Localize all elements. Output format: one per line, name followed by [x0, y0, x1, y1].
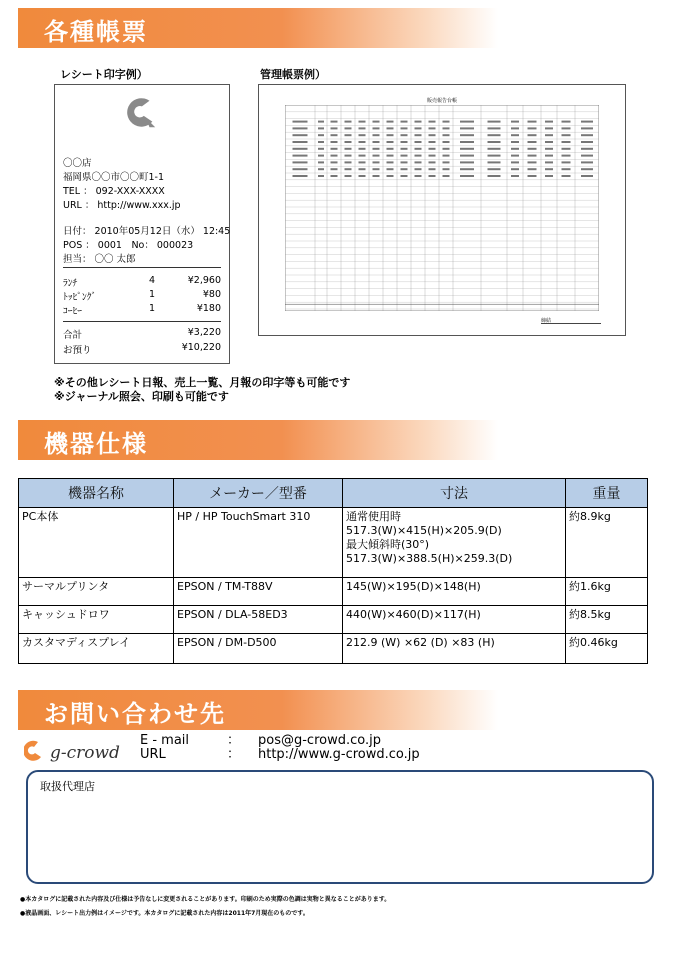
item-name: ﾄｯﾋﾟﾝｸﾞ: [63, 292, 97, 303]
receipt-url: URL ： http://www.xxx.jp: [63, 200, 181, 211]
dims-line: 最大傾斜時(30°): [346, 538, 430, 551]
cell-name: サーマルプリンタ: [19, 578, 174, 606]
ledger-label: 管理帳票例）: [260, 68, 326, 81]
section-banner-forms: [18, 8, 498, 48]
section-title-forms: 各種帳票: [44, 18, 148, 46]
cell-weight: 約0.46kg: [566, 634, 648, 664]
ledger-title: 販売報告台帳: [426, 98, 457, 104]
cell-model: HP / HP TouchSmart 310: [174, 508, 343, 578]
cell-dims: 440(W)×460(D)×117(H): [343, 606, 566, 634]
deposit-label: お預り: [63, 345, 92, 356]
ledger-grid-image: [285, 105, 599, 311]
table-header-row: [19, 479, 648, 508]
email-label: E - mail: [140, 733, 190, 748]
table-row: [19, 578, 648, 606]
cell-weight: 約8.5kg: [566, 606, 648, 634]
column-header: 機器名称: [19, 479, 174, 508]
url-colon: ：: [227, 747, 241, 762]
table-row: [19, 606, 648, 634]
cell-dims: [343, 508, 566, 578]
table-row: [19, 634, 648, 664]
deposit-value: ¥10,220: [181, 342, 221, 353]
notes: [54, 376, 350, 404]
dims-line: 517.3(W)×388.5(H)×259.3(D): [346, 552, 513, 565]
g-crowd-logo-mark-icon: [121, 95, 159, 133]
receipt-divider: [63, 267, 221, 268]
item-name: ﾗﾝﾁ: [63, 278, 78, 289]
footnote: ●液晶画面、レシート出力例はイメージです。本カタログに記載された内容は2011年7月現在のものです。: [20, 910, 309, 917]
receipt-sample: [54, 84, 230, 364]
item-price: ¥80: [202, 289, 221, 300]
receipt-address: 福岡県〇〇市〇〇町1-1: [63, 172, 165, 183]
cell-name: キャッシュドロワ: [19, 606, 174, 634]
item-qty: 4: [149, 275, 156, 286]
item-price: ¥180: [196, 303, 221, 314]
cell-model: EPSON / DM-D500: [174, 634, 343, 664]
spec-table: [18, 478, 648, 664]
total-value: ¥3,220: [187, 327, 221, 338]
cell-model: EPSON / TM-T88V: [174, 578, 343, 606]
receipt-pos: POS ： 0001 No： 000023: [63, 240, 194, 251]
url-label: URL: [140, 747, 166, 762]
cell-name: PC本体: [19, 508, 174, 578]
cell-dims: 145(W)×195(D)×148(H): [343, 578, 566, 606]
receipt-item: [63, 289, 221, 303]
item-price: ¥2,960: [187, 275, 221, 286]
item-qty: 1: [149, 289, 156, 300]
agent-label: 取扱代理店: [40, 780, 95, 793]
agent-box: [26, 770, 654, 884]
section-banner-specs: [18, 420, 498, 460]
section-title-contact: お問い合わせ先: [44, 700, 226, 728]
dims-line: 通常使用時: [346, 510, 401, 523]
total-label: 合計: [63, 330, 83, 341]
receipt-date: 日付： 2010年05月12日（水） 12:45: [63, 226, 231, 237]
ledger-summary-line: [541, 323, 601, 324]
ledger-sample: [258, 84, 626, 336]
logo-text: g-crowd: [50, 743, 120, 763]
dims-line: 517.3(W)×415(H)×205.9(D): [346, 524, 502, 537]
footnote: ●本カタログに記載された内容及び仕様は予告なしに変更されることがあります。印刷のため実際の色調は実物と異なることがあります。: [20, 896, 391, 903]
receipt-item: [63, 275, 221, 289]
g-crowd-logo: [24, 738, 124, 766]
item-qty: 1: [149, 303, 156, 314]
email-link[interactable]: pos@g-crowd.co.jp: [258, 733, 381, 748]
cell-model: EPSON / DLA-58ED3: [174, 606, 343, 634]
receipt-staff: 担当： 〇〇 太郎: [63, 254, 136, 265]
receipt-deposit: [63, 342, 221, 356]
cell-dims: 212.9 (W) ×62 (D) ×83 (H): [343, 634, 566, 664]
section-title-specs: 機器仕様: [44, 430, 148, 458]
section-banner-contact: [18, 690, 498, 730]
cell-name: カスタマディスプレイ: [19, 634, 174, 664]
column-header: メーカー／型番: [174, 479, 343, 508]
table-row: [19, 508, 648, 578]
receipt-divider: [63, 321, 221, 322]
column-header: 寸法: [343, 479, 566, 508]
cell-weight: 約1.6kg: [566, 578, 648, 606]
receipt-item: [63, 303, 221, 317]
cell-weight: 約8.9kg: [566, 508, 648, 578]
note-item: ※その他レシート日報、売上一覧、月報の印字等も可能です: [54, 376, 351, 389]
url-link[interactable]: http://www.g-crowd.co.jp: [258, 747, 420, 762]
receipt-total: [63, 327, 221, 341]
column-header: 重量: [566, 479, 648, 508]
email-colon: ：: [227, 733, 241, 748]
receipt-tel: TEL ： 092-XXX-XXXX: [63, 186, 165, 197]
item-name: ｺｰﾋｰ: [63, 306, 83, 317]
receipt-store: 〇〇店: [63, 158, 92, 169]
ledger-summary-label: 締結: [541, 318, 552, 324]
receipt-label: レシート印字例）: [60, 68, 148, 81]
note-item: ※ジャーナル照会、印刷も可能です: [54, 390, 229, 403]
